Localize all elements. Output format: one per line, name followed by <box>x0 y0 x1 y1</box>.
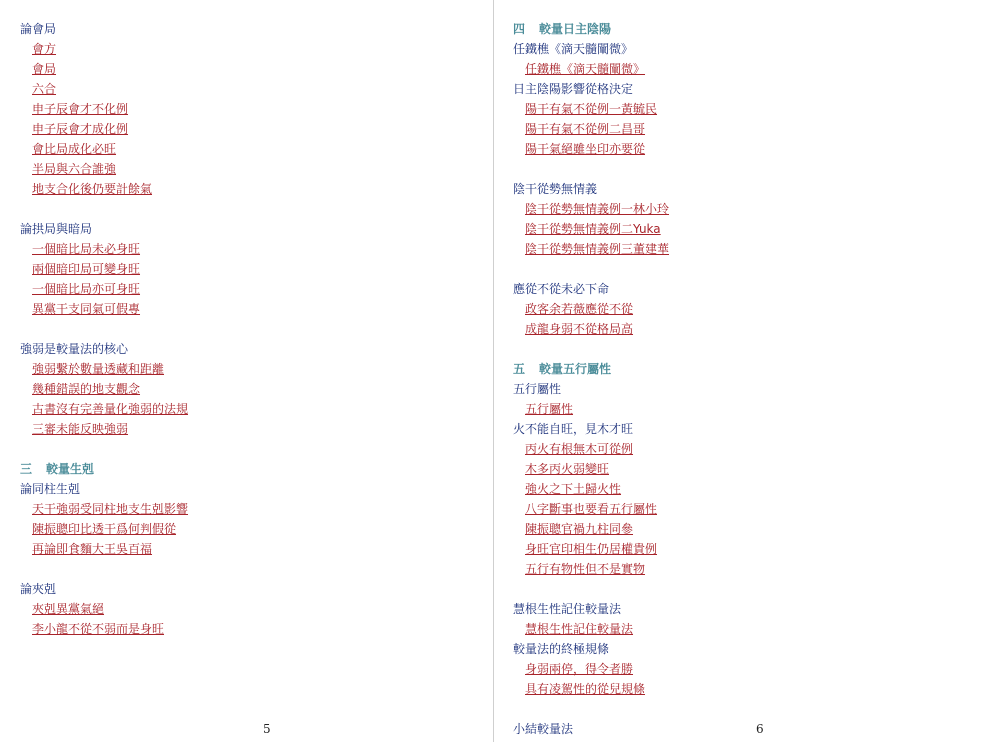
toc-entry <box>20 299 483 319</box>
toc-entry-link[interactable]: 陳振聰官禍九柱同參 <box>525 522 634 536</box>
page-number: 6 <box>756 722 764 736</box>
topic-heading: 論拱局與暗局 <box>20 222 93 236</box>
toc-entry-link[interactable]: 一個暗比局未必身旺 <box>32 242 141 256</box>
spacer <box>20 439 483 459</box>
toc-entry <box>20 539 483 559</box>
toc-entry-link[interactable]: 八字斷事也要看五行屬性 <box>525 502 658 516</box>
toc-entry <box>20 619 483 639</box>
section-heading <box>20 459 483 479</box>
toc-entry-link[interactable]: 木多丙火弱變旺 <box>525 462 610 476</box>
section-title: 較量日主陰陽 <box>539 22 612 36</box>
toc-entry-link[interactable]: 一個暗比局亦可身旺 <box>32 282 141 296</box>
toc-entry <box>513 439 977 459</box>
topic-heading: 慧根生性記住較量法 <box>513 602 622 616</box>
spacer <box>513 339 977 359</box>
toc-entry <box>513 659 977 679</box>
toc-entry <box>513 679 977 699</box>
toc-entry <box>20 399 483 419</box>
toc-entry-link[interactable]: 半局與六合誰強 <box>32 162 117 176</box>
toc-entry-link[interactable]: 異黨干支同氣可假專 <box>32 302 141 316</box>
toc-entry-link[interactable]: 任鐵樵《滴天髓闡微》 <box>525 62 646 76</box>
section-heading <box>513 19 977 39</box>
toc-entry-link[interactable]: 李小龍不從不弱而是身旺 <box>32 622 165 636</box>
toc-entry-link[interactable]: 陰干從勢無情義例一林小玲 <box>525 202 670 216</box>
topic-heading: 強弱是較量法的核心 <box>20 342 129 356</box>
toc-entry-link[interactable]: 丙火有根無木可從例 <box>525 442 634 456</box>
toc-entry <box>513 239 977 259</box>
toc-entry-link[interactable]: 申子辰會才成化例 <box>32 122 129 136</box>
topic-heading: 小結較量法 <box>513 722 574 736</box>
toc-entry <box>513 59 977 79</box>
toc-entry <box>513 559 977 579</box>
toc-entry <box>20 499 483 519</box>
toc-entry <box>513 219 977 239</box>
spacer <box>20 199 483 219</box>
toc-entry <box>513 299 977 319</box>
spacer <box>513 259 977 279</box>
toc-entry <box>20 59 483 79</box>
toc-entry-link[interactable]: 身弱兩停，得令者勝 <box>525 662 634 676</box>
toc-entry-link[interactable]: 會局 <box>32 62 57 76</box>
toc-entry <box>513 319 977 339</box>
toc-entry <box>20 279 483 299</box>
toc-entry <box>513 139 977 159</box>
topic-heading: 任鐵樵《滴天髓闡微》 <box>513 42 634 56</box>
toc-entry <box>513 119 977 139</box>
toc-entry-link[interactable]: 陰干從勢無情義例三董建華 <box>525 242 670 256</box>
table-of-contents-left <box>20 19 483 639</box>
toc-entry <box>20 239 483 259</box>
topic-heading: 陰干從勢無情義 <box>513 182 598 196</box>
toc-entry-link[interactable]: 政客余若薇應從不從 <box>525 302 634 316</box>
section-title: 較量五行屬性 <box>539 362 612 376</box>
toc-entry <box>20 179 483 199</box>
toc-entry <box>20 359 483 379</box>
toc-entry-link[interactable]: 具有凌駕性的從兒規條 <box>525 682 646 696</box>
toc-entry-link[interactable]: 陽干氣絕雖坐印亦要從 <box>525 142 646 156</box>
toc-entry-link[interactable]: 夾剋異黨氣絕 <box>32 602 105 616</box>
toc-entry <box>20 379 483 399</box>
toc-entry <box>20 119 483 139</box>
toc-entry <box>513 539 977 559</box>
toc-entry-link[interactable]: 陽干有氣不從例二昌哥 <box>525 122 646 136</box>
topic-heading: 應從不從未必下命 <box>513 282 610 296</box>
toc-entry-link[interactable]: 陰干從勢無情義例二Yuka <box>525 222 661 236</box>
section-heading <box>513 359 977 379</box>
topic-heading: 火不能自旺，見木才旺 <box>513 422 634 436</box>
toc-entry-link[interactable]: 強弱繫於數量透藏和距離 <box>32 362 165 376</box>
spacer <box>513 159 977 179</box>
toc-entry-link[interactable]: 五行屬性 <box>525 402 574 416</box>
toc-entry <box>20 79 483 99</box>
right-page <box>494 0 987 742</box>
toc-entry <box>20 259 483 279</box>
toc-entry-link[interactable]: 地支合化後仍要計餘氣 <box>32 182 153 196</box>
toc-entry-link[interactable]: 古書沒有完善量化強弱的法規 <box>32 402 189 416</box>
toc-entry <box>513 479 977 499</box>
toc-entry <box>20 419 483 439</box>
toc-entry-link[interactable]: 幾種錯誤的地支觀念 <box>32 382 141 396</box>
toc-entry <box>513 99 977 119</box>
toc-entry <box>513 459 977 479</box>
section-number: 五 <box>513 362 526 376</box>
topic-heading: 較量法的終極規條 <box>513 642 610 656</box>
toc-entry <box>20 599 483 619</box>
spacer <box>20 559 483 579</box>
spacer <box>20 319 483 339</box>
toc-entry <box>513 199 977 219</box>
toc-entry <box>20 139 483 159</box>
topic-heading: 日主陰陽影響從格決定 <box>513 82 634 96</box>
topic-heading: 五行屬性 <box>513 382 562 396</box>
toc-entry <box>513 619 977 639</box>
toc-entry-link[interactable]: 兩個暗印局可變身旺 <box>32 262 141 276</box>
toc-entry-link[interactable]: 五行有物性但不是實物 <box>525 562 646 576</box>
left-page <box>0 0 493 742</box>
toc-entry-link[interactable]: 成龍身弱不從格局高 <box>525 322 634 336</box>
toc-entry <box>20 99 483 119</box>
topic-heading: 論會局 <box>20 22 57 36</box>
toc-entry-link[interactable]: 三審未能反映強弱 <box>32 422 129 436</box>
toc-entry-link[interactable]: 天干強弱受同柱地支生剋影響 <box>32 502 189 516</box>
toc-entry-link[interactable]: 強火之下土歸火性 <box>525 482 622 496</box>
toc-entry-link[interactable]: 六合 <box>32 82 57 96</box>
toc-entry <box>513 399 977 419</box>
spacer <box>513 579 977 599</box>
toc-entry-link[interactable]: 陽干有氣不從例一黃毓民 <box>525 102 658 116</box>
topic-heading: 論夾剋 <box>20 582 57 596</box>
toc-entry-link[interactable]: 陳振聰印比透干爲何判假從 <box>32 522 177 536</box>
toc-entry-link[interactable]: 慧根生性記住較量法 <box>525 622 634 636</box>
page-number: 5 <box>263 722 271 736</box>
topic-heading: 論同柱生剋 <box>20 482 81 496</box>
toc-entry-link[interactable]: 申子辰會才不化例 <box>32 102 129 116</box>
table-of-contents-right <box>513 19 977 739</box>
toc-entry-link[interactable]: 會比局成化必旺 <box>32 142 117 156</box>
spacer <box>513 699 977 719</box>
toc-entry <box>513 499 977 519</box>
toc-entry <box>20 159 483 179</box>
section-title: 較量生剋 <box>46 462 95 476</box>
toc-entry <box>20 519 483 539</box>
toc-entry-link[interactable]: 再論即食麵大王吳百福 <box>32 542 153 556</box>
toc-entry <box>20 39 483 59</box>
section-number: 四 <box>513 22 526 36</box>
toc-entry-link[interactable]: 身旺官印相生仍居權貴例 <box>525 542 658 556</box>
section-number: 三 <box>20 462 33 476</box>
toc-entry-link[interactable]: 會方 <box>32 42 57 56</box>
toc-entry <box>513 519 977 539</box>
